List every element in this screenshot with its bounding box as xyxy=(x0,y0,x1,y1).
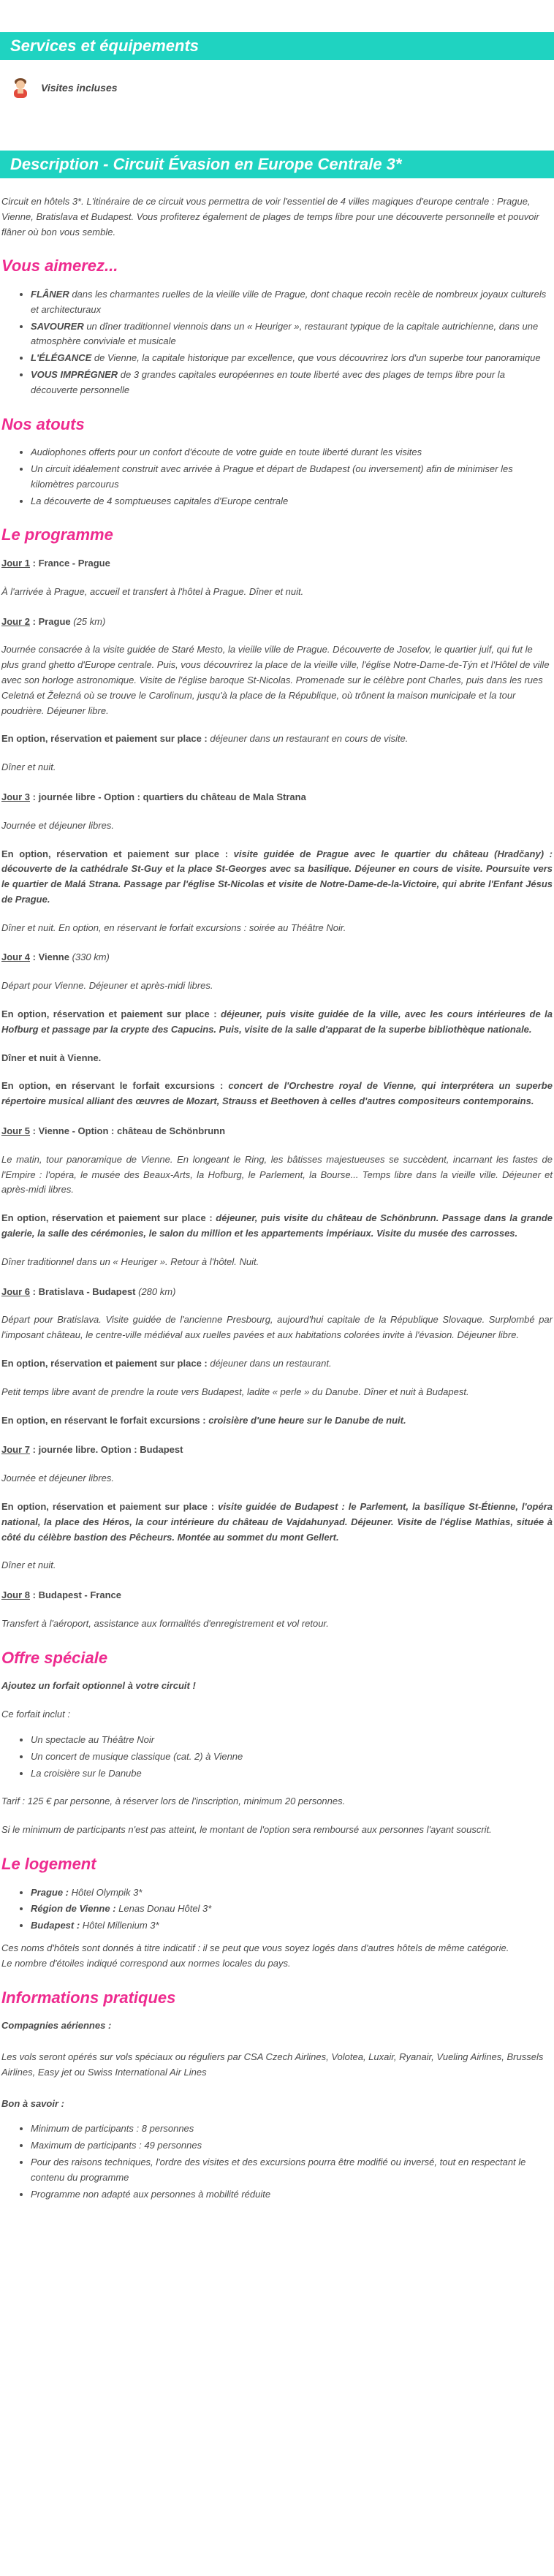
list-item: • La découverte de 4 somptueuses capitales d'Europe centrale xyxy=(31,494,553,509)
day-7-text: Journée et déjeuner libres. xyxy=(1,1473,114,1484)
day-4-mid: Dîner et nuit à Vienne. xyxy=(1,1052,102,1063)
day-distance: (280 km) xyxy=(135,1285,176,1297)
list-item: • Un concert de musique classique (cat. 2) à Vienne xyxy=(31,1749,553,1765)
compagnies-text: Les vols seront opérés sur vols spéciaux ou réguliers par CSA Czech Airlines, Volotea, Luxair, Ryanair, Vueling Airlines, Brussels Airlines, Easy jet ou Swiss International Air Lines xyxy=(1,2051,544,2078)
day-3-end: Dîner et nuit. En option, en réservant le forfait excursions : soirée au Théâtre Noir. xyxy=(1,922,346,933)
list-item xyxy=(31,1901,553,1917)
day-2-option xyxy=(1,732,553,747)
list-item xyxy=(31,1885,553,1901)
day-4-title xyxy=(1,950,553,965)
bon-a-savoir-list xyxy=(1,2121,553,2202)
option-text: déjeuner, puis visite du château de Schönbrunn. Passage dans la grande galerie, la salle des cérémonies, le salon du million et les appartements impériaux. Visite du musée des carrosses. xyxy=(1,1212,553,1239)
day-distance: (330 km) xyxy=(69,951,110,963)
list-item: • Un spectacle au Théâtre Noir xyxy=(31,1733,553,1748)
day-label: Jour 5 xyxy=(1,1125,31,1137)
option-text: déjeuner dans un restaurant en cours de visite. xyxy=(207,733,409,745)
intro-text: Circuit en hôtels 3*. L'itinéraire de ce circuit vous permettra de voir l'essentiel de 4 villes magiques d'europe centrale : Prague, Vienne, Bratislava et Budapest. Vous profiterez également de plages de temps libre pour une découverte personnelle et pouvoir flâner où bon vous semble. xyxy=(1,196,539,238)
option-text: croisière d'une heure sur le Danube de nuit. xyxy=(205,1414,406,1426)
logement-note-1: Ces noms d'hôtels sont donnés à titre indicatif : il se peut que vous soyez logés dans d'autres hôtels de même catégorie. xyxy=(1,1942,509,1953)
day-5-title xyxy=(1,1124,553,1139)
list-item: • Maximum de participants : 49 personnes xyxy=(31,2138,553,2154)
atouts-heading: Nos atouts xyxy=(1,414,85,433)
day-6-title xyxy=(1,1285,553,1300)
option-text: visite guidée de Prague avec le quartier du château (Hradčany) : découverte de la cathédrale St-Guy et la place St-Georges avec sa basilique. Déjeuner en cours de visite. Poursuite vers le quartier de Malá Strana. Passage par l'église St-Nicolas et visite de Notre-Dame-de-la-Victoire, qui abrite l'Enfant Jésus de Prague. xyxy=(1,848,553,905)
item-text: Lenas Donau Hôtel 3* xyxy=(115,1903,212,1915)
list-item: • La croisière sur le Danube xyxy=(31,1766,553,1782)
item-lead: Région de Vienne : xyxy=(31,1903,116,1915)
day-title-text: : journée libre - Option : quartiers du château de Mala Strana xyxy=(30,791,306,802)
day-label: Jour 4 xyxy=(1,951,31,963)
day-distance: (25 km) xyxy=(70,615,106,627)
day-5-text: Le matin, tour panoramique de Vienne. En longeant le Ring, les bâtisses majestueuses se succèdent, incarnant les fastes de l'Empire : l'opéra, le musée des Beaux-Arts, la Hofburg, le Parlement, la Bourse... Temps libre dans la vieille ville. Déjeuner et après-midi libres. xyxy=(1,1153,553,1196)
day-6-text: Départ pour Bratislava. Visite guidée de l'ancienne Presbourg, aujourd'hui capitale de la République Slovaque. Surplombé par l'imposant château, le centre-ville médiéval aux ruelles pavées et aux habitations colorées invite à l'évasion. Déjeuner libre. xyxy=(1,1314,553,1341)
item-lead: Budapest : xyxy=(31,1920,80,1931)
visits-included-row xyxy=(7,73,554,102)
infos-heading: Informations pratiques xyxy=(1,1988,176,2007)
list-item: • Audiophones offerts pour un confort d'écoute de votre guide en toute liberté durant les visites xyxy=(31,445,553,460)
offre-note: Si le minimum de participants n'est pas atteint, le montant de l'option sera remboursé aux personnes l'ayant souscrit. xyxy=(1,1824,492,1836)
day-title-text: : Budapest - France xyxy=(30,1589,121,1601)
day-label: Jour 6 xyxy=(1,1285,31,1297)
item-lead: FLÂNER xyxy=(31,288,69,300)
item-lead: SAVOURER xyxy=(31,320,84,332)
option-lead: En option, en réservant le forfait excursions : xyxy=(1,1414,206,1426)
offre-tarif: Tarif : 125 € par personne, à réserver lors de l'inscription, minimum 20 personnes. xyxy=(1,1796,346,1807)
day-7-title xyxy=(1,1443,553,1458)
day-1-text: À l'arrivée à Prague, accueil et transfert à l'hôtel à Prague. Dîner et nuit. xyxy=(1,585,304,597)
option-text: déjeuner, puis visite guidée de la ville, avec les cours intérieures de la Hofburg et passage par la crypte des Capucins. Puis, visite de la salle d'apparat de la superbe bibliothèque nationale. xyxy=(1,1008,553,1035)
day-6-mid: Petit temps libre avant de prendre la route vers Budapest, ladite « perle » du Danube. Dîner et nuit à Budapest. xyxy=(1,1386,469,1397)
option-text: visite guidée de Budapest : le Parlement, la basilique St-Étienne, l'opéra national, la place des Héros, la cour intérieure du château de Vajdahunyad. Déjeuner. Visite de l'église Mathias, située à côté du célèbre bastion des Pêcheurs. Montée au sommet du mont Gellert. xyxy=(1,1501,553,1543)
description-title: Description - Circuit Évasion en Europe Centrale 3* xyxy=(10,155,402,173)
day-2-text: Journée consacrée à la visite guidée de Staré Mesto, la vieille ville de Prague. Découverte de Josefov, le quartier juif, qui fut le plus grand ghetto d'Europe centrale. Puis, vous découvrirez la place de la vieille ville, l'église Notre-Dame-de-Týn et l'Hôtel de ville avec son horloge astronomique. Visite de l'église baroque St-Nicolas. Promenade sur le célèbre pont Charles, puis dans les rues Celetná et Železná où se trouve le Carolinum, jusqu'à la place de la République, où trônent la maison municipale et la tour poudrière. Déjeuner libre. xyxy=(1,644,550,716)
guide-person-icon xyxy=(7,75,34,101)
day-3-text: Journée et déjeuner libres. xyxy=(1,819,114,831)
option-text: concert de l'Orchestre royal de Vienne, qui interprétera un superbe répertoire musical alliant des œuvres de Mozart, Strauss et Beethoven à celles d'autres compositeurs contemporains. xyxy=(1,1080,553,1107)
item-text: dans les charmantes ruelles de la vieille ville de Prague, dont chaque recoin recèle de nombreux joyaux culturels et architecturaux xyxy=(31,288,547,315)
forfait-label: Ce forfait inclut : xyxy=(1,1709,70,1720)
day-3-option xyxy=(1,847,553,908)
services-section-header xyxy=(0,32,554,60)
item-text: Hôtel Millenium 3* xyxy=(80,1920,159,1931)
day-5-option xyxy=(1,1211,553,1242)
day-2-end: Dîner et nuit. xyxy=(1,761,56,773)
description-section-header xyxy=(0,151,554,178)
compagnies-label: Compagnies aériennes : xyxy=(1,2020,112,2032)
day-title-text: : journée libre. Option : Budapest xyxy=(30,1444,183,1456)
option-lead: En option, réservation et paiement sur place : xyxy=(1,1212,213,1224)
day-label: Jour 1 xyxy=(1,557,31,569)
day-4-option-2 xyxy=(1,1079,553,1109)
day-title-text: : Bratislava - Budapest xyxy=(30,1285,136,1297)
item-text: Hôtel Olympik 3* xyxy=(69,1886,143,1898)
description-content xyxy=(0,194,554,2202)
vous-aimerez-list xyxy=(1,287,553,398)
day-label: Jour 3 xyxy=(1,791,31,802)
day-8-text: Transfert à l'aéroport, assistance aux formalités d'enregistrement et vol retour. xyxy=(1,1618,329,1629)
option-lead: En option, réservation et paiement sur place : xyxy=(1,848,229,859)
option-lead: En option, réservation et paiement sur place : xyxy=(1,1008,217,1020)
day-label: Jour 2 xyxy=(1,615,31,627)
option-lead: En option, réservation et paiement sur place : xyxy=(1,733,208,745)
visits-included-label: Visites incluses xyxy=(41,81,118,94)
day-6-option-2 xyxy=(1,1413,553,1429)
programme-heading: Le programme xyxy=(1,525,113,544)
item-text: de Vienne, la capitale historique par excellence, que vous découvrirez lors d'un superbe tour panoramique xyxy=(91,352,541,364)
page xyxy=(0,32,554,2576)
day-title-text: : Prague xyxy=(30,615,71,627)
list-item xyxy=(31,319,553,350)
offre-lead: Ajoutez un forfait optionnel à votre circuit ! xyxy=(1,1680,196,1692)
vous-aimerez-heading: Vous aimerez... xyxy=(1,257,118,276)
atouts-list xyxy=(1,445,553,509)
option-lead: En option, réservation et paiement sur place : xyxy=(1,1358,208,1369)
list-item: • Pour des raisons techniques, l'ordre des visites et des excursions pourra être modifié ou inversé, tout en respectant le contenu du programme xyxy=(31,2155,553,2186)
logement-heading: Le logement xyxy=(1,1854,96,1873)
item-lead: Prague : xyxy=(31,1886,69,1898)
list-item xyxy=(31,1918,553,1934)
day-5-end: Dîner traditionnel dans un « Heuriger ». Retour à l'hôtel. Nuit. xyxy=(1,1255,259,1267)
day-2-title xyxy=(1,615,553,630)
bon-a-savoir-label: Bon à savoir : xyxy=(1,2097,64,2109)
list-item: • Minimum de participants : 8 personnes xyxy=(31,2121,553,2137)
logement-list xyxy=(1,1885,553,1934)
day-title-text: : France - Prague xyxy=(30,557,110,569)
list-item xyxy=(31,287,553,318)
day-label: Jour 7 xyxy=(1,1444,31,1456)
item-lead: VOUS IMPRÉGNER xyxy=(31,368,118,380)
logement-note-2: Le nombre d'étoiles indiqué correspond aux normes locales du pays. xyxy=(1,1957,291,1969)
option-lead: En option, en réservant le forfait excursions : xyxy=(1,1080,224,1092)
item-text: de 3 grandes capitales européennes en toute liberté avec des plages de temps libre pour la découverte personnelle xyxy=(31,368,505,395)
item-text: un dîner traditionnel viennois dans un « Heuriger », restaurant typique de la capitale autrichienne, dans une atmosphère conviviale et musicale xyxy=(31,320,539,347)
list-item: • Un circuit idéalement construit avec arrivée à Prague et départ de Budapest (ou inversement) afin de minimiser les kilomètres parcourus xyxy=(31,462,553,493)
services-title: Services et équipements xyxy=(10,37,200,55)
option-text: déjeuner dans un restaurant. xyxy=(207,1358,332,1369)
day-title-text: : Vienne xyxy=(30,951,69,963)
day-4-option-1 xyxy=(1,1007,553,1038)
day-1-title xyxy=(1,556,553,571)
day-7-option xyxy=(1,1500,553,1545)
day-8-title xyxy=(1,1588,553,1603)
day-label: Jour 8 xyxy=(1,1589,31,1601)
day-title-text: : Vienne - Option : château de Schönbrunn xyxy=(30,1125,226,1137)
list-item: • Programme non adapté aux personnes à mobilité réduite xyxy=(31,2187,553,2203)
offre-heading: Offre spéciale xyxy=(1,1648,108,1667)
day-6-option xyxy=(1,1356,553,1372)
day-3-title xyxy=(1,790,553,805)
item-lead: L'ÉLÉGANCE xyxy=(31,352,92,364)
day-7-end: Dîner et nuit. xyxy=(1,1559,56,1571)
forfait-list xyxy=(1,1733,553,1781)
list-item xyxy=(31,368,553,398)
day-4-text: Départ pour Vienne. Déjeuner et après-midi libres. xyxy=(1,980,213,992)
option-lead: En option, réservation et paiement sur place : xyxy=(1,1501,215,1513)
list-item xyxy=(31,351,553,366)
